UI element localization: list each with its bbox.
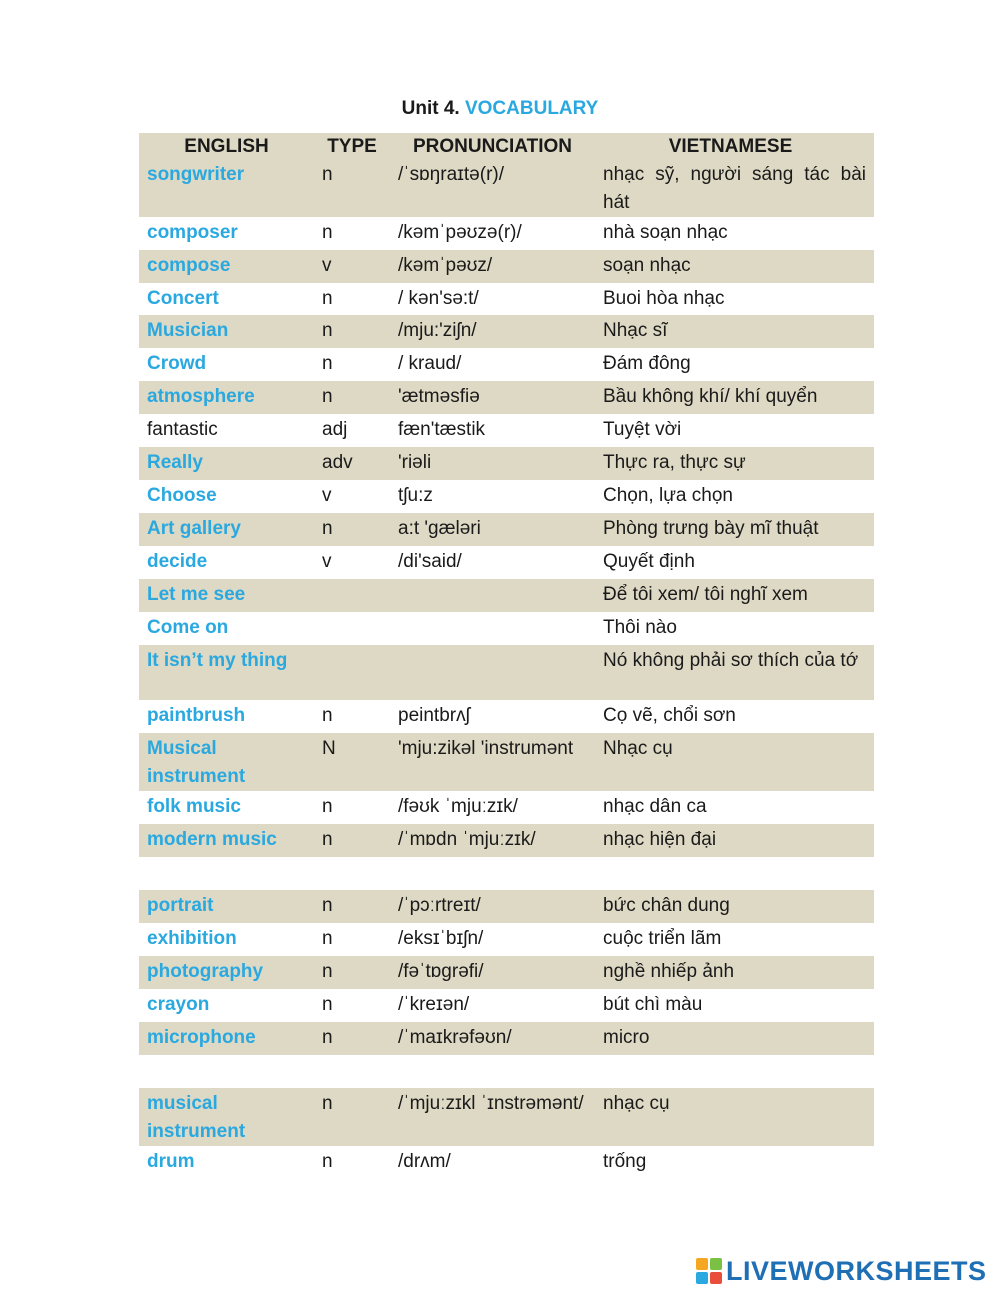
cell-english: drum [147,1151,195,1172]
cell-english: modern music [147,829,277,850]
cell-pronunciation: / kraud/ [398,353,462,374]
liveworksheets-logo [696,1254,987,1288]
cell-type: n [322,288,333,309]
table-row [139,513,874,546]
cell-english: photography [147,961,264,982]
cell-pronunciation: /di'said/ [398,551,462,572]
cell-vietnamese: Thực ra, thực sự [603,452,746,473]
cell-vietnamese: cuộc triển lãm [603,928,722,949]
cell-vietnamese: Để tôi xem/ tôi nghĩ xem [603,584,808,605]
cell-pronunciation: 'ætməsfiə [398,386,480,407]
cell-pronunciation: /kəmˈpəʊzə(r)/ [398,222,522,243]
cell-vietnamese: micro [603,1027,650,1048]
header-english: ENGLISH [184,136,269,157]
cell-pronunciation: 'mju:zikəl 'instrumənt [398,738,574,759]
table-row [139,1146,874,1179]
cell-english: folk music [147,796,241,817]
cell-type: adv [322,452,353,473]
cell-vietnamese: Phòng trưng bày mĩ thuật [603,518,819,539]
title-accent: VOCABULARY [464,98,599,119]
cell-type: n [322,222,333,243]
cell-vietnamese: bức chân dung [603,895,730,916]
cell-type: n [322,353,333,374]
cell-pronunciation: /mju:'ziʃn/ [398,320,477,341]
table-row [139,989,874,1022]
cell-vietnamese: Thôi nào [603,617,677,638]
cell-english: Concert [147,288,219,309]
page-title [0,98,1000,120]
table-row [139,381,874,414]
cell-pronunciation: /ˈmjuːzɪkl ˈɪnstrəmənt/ [398,1093,584,1114]
cell-english: It isn’t my thing [147,650,288,671]
cell-pronunciation: /ˈmaɪkrəfəʊn/ [398,1027,512,1048]
cell-english: decide [147,551,208,572]
table-row [139,414,874,447]
cell-pronunciation: peintbrʌʃ [398,705,470,726]
cell-vietnamese: Cọ vẽ, chổi sơn [603,705,736,726]
table-row [139,923,874,956]
cell-pronunciation: / kən'sə:t/ [398,288,479,309]
title-prefix: Unit 4. [401,98,460,119]
cell-english: fantastic [147,419,218,440]
cell-type: n [322,961,333,982]
header-type: TYPE [327,136,377,157]
cell-vietnamese: soạn nhạc [603,255,691,276]
table-row [139,700,874,733]
cell-type: v [322,255,332,276]
cell-vietnamese: Tuyệt vời [603,419,682,440]
table-row [139,579,874,612]
table-row [139,1022,874,1055]
cell-type: n [322,994,333,1015]
cell-type: n [322,1027,333,1048]
table-row [139,612,874,645]
cell-english: songwriter [147,164,245,185]
cell-pronunciation: /kəmˈpəʊz/ [398,255,493,276]
table-row [139,546,874,579]
cell-type: N [322,738,336,759]
cell-vietnamese: nghề nhiếp ảnh [603,961,735,982]
table-row [139,791,874,824]
header-vietnamese: VIETNAMESE [668,136,793,157]
cell-vietnamese: nhạc cụ [603,1093,670,1114]
cell-english: portrait [147,895,214,916]
cell-pronunciation: /ˈkreɪən/ [398,994,470,1015]
cell-english: musical instrument [147,1093,246,1142]
cell-english: Musician [147,320,229,341]
cell-type: n [322,796,333,817]
cell-type: adj [322,419,348,440]
cell-type: n [322,164,333,185]
cell-type: v [322,551,332,572]
cell-vietnamese: Quyết định [603,551,695,572]
cell-type: n [322,1151,333,1172]
cell-vietnamese: Đám đông [603,353,691,374]
cell-english: compose [147,255,231,276]
logo-blocks-icon [696,1258,722,1284]
cell-english: Choose [147,485,217,506]
cell-type: n [322,705,333,726]
table-row [139,283,874,315]
table-row [139,857,874,890]
table-row [139,733,874,791]
cell-pronunciation: tʃu:z [398,485,433,506]
table-body [139,161,874,1179]
cell-type: n [322,895,333,916]
cell-vietnamese: nhạc dân ca [603,796,707,817]
cell-english: Crowd [147,353,207,374]
cell-type: n [322,320,333,341]
cell-pronunciation: fæn'tæstik [398,419,486,440]
cell-english: exhibition [147,928,237,949]
cell-english: Let me see [147,584,246,605]
cell-english: microphone [147,1027,256,1048]
cell-pronunciation: /drʌm/ [398,1151,451,1172]
table-row [139,480,874,513]
cell-type: n [322,829,333,850]
cell-pronunciation: a:t 'gæləri [398,518,481,539]
table-row [139,348,874,381]
cell-vietnamese: nhạc hiện đại [603,829,717,850]
cell-pronunciation: 'riəli [398,452,432,473]
cell-pronunciation: /eksɪˈbɪʃn/ [398,928,484,949]
cell-vietnamese: Chọn, lựa chọn [603,485,733,506]
cell-english: atmosphere [147,386,255,407]
cell-vietnamese: Nhạc cụ [603,738,673,759]
cell-vietnamese: Bầu không khí/ khí quyển [603,386,818,407]
cell-type: n [322,386,333,407]
cell-pronunciation: /fəʊk ˈmjuːzɪk/ [398,796,518,817]
table-row [139,217,874,250]
table-row [139,161,874,217]
cell-vietnamese: trống [603,1151,647,1172]
cell-type: n [322,518,333,539]
table-row [139,1088,874,1146]
vocabulary-table [139,133,874,1179]
cell-english: Really [147,452,203,473]
cell-pronunciation: /ˈpɔːrtreɪt/ [398,895,481,916]
cell-type: n [322,928,333,949]
cell-english: Come on [147,617,229,638]
header-pronunciation: PRONUNCIATION [412,136,573,157]
table-row [139,956,874,989]
table-row [139,890,874,923]
cell-pronunciation: /ˈmɒdn ˈmjuːzɪk/ [398,829,536,850]
logo-text: LIVEWORKSHEETS [726,1255,987,1286]
cell-english: Art gallery [147,518,241,539]
table-row [139,447,874,480]
cell-pronunciation: /ˈsɒŋraɪtə(r)/ [398,164,505,185]
cell-type: n [322,1093,333,1114]
cell-english: composer [147,222,238,243]
table-row [139,645,874,700]
cell-vietnamese: nhạc sỹ, người sáng tác bài hát [603,164,866,213]
cell-vietnamese: nhà soạn nhạc [603,222,728,243]
cell-pronunciation: /fəˈtɒɡrəfi/ [398,961,484,982]
table-row [139,315,874,348]
table-row [139,1055,874,1088]
cell-english: Musical instrument [147,738,246,787]
cell-vietnamese: bút chì màu [603,994,703,1015]
cell-vietnamese: Nó không phải sơ thích của tớ [603,650,859,671]
table-header [139,133,874,161]
cell-english: crayon [147,994,210,1015]
cell-english: paintbrush [147,705,246,726]
cell-type: v [322,485,332,506]
table-row [139,824,874,857]
cell-vietnamese: Buoi hòa nhạc [603,288,725,309]
cell-vietnamese: Nhạc sĩ [603,320,668,341]
table-row [139,250,874,283]
